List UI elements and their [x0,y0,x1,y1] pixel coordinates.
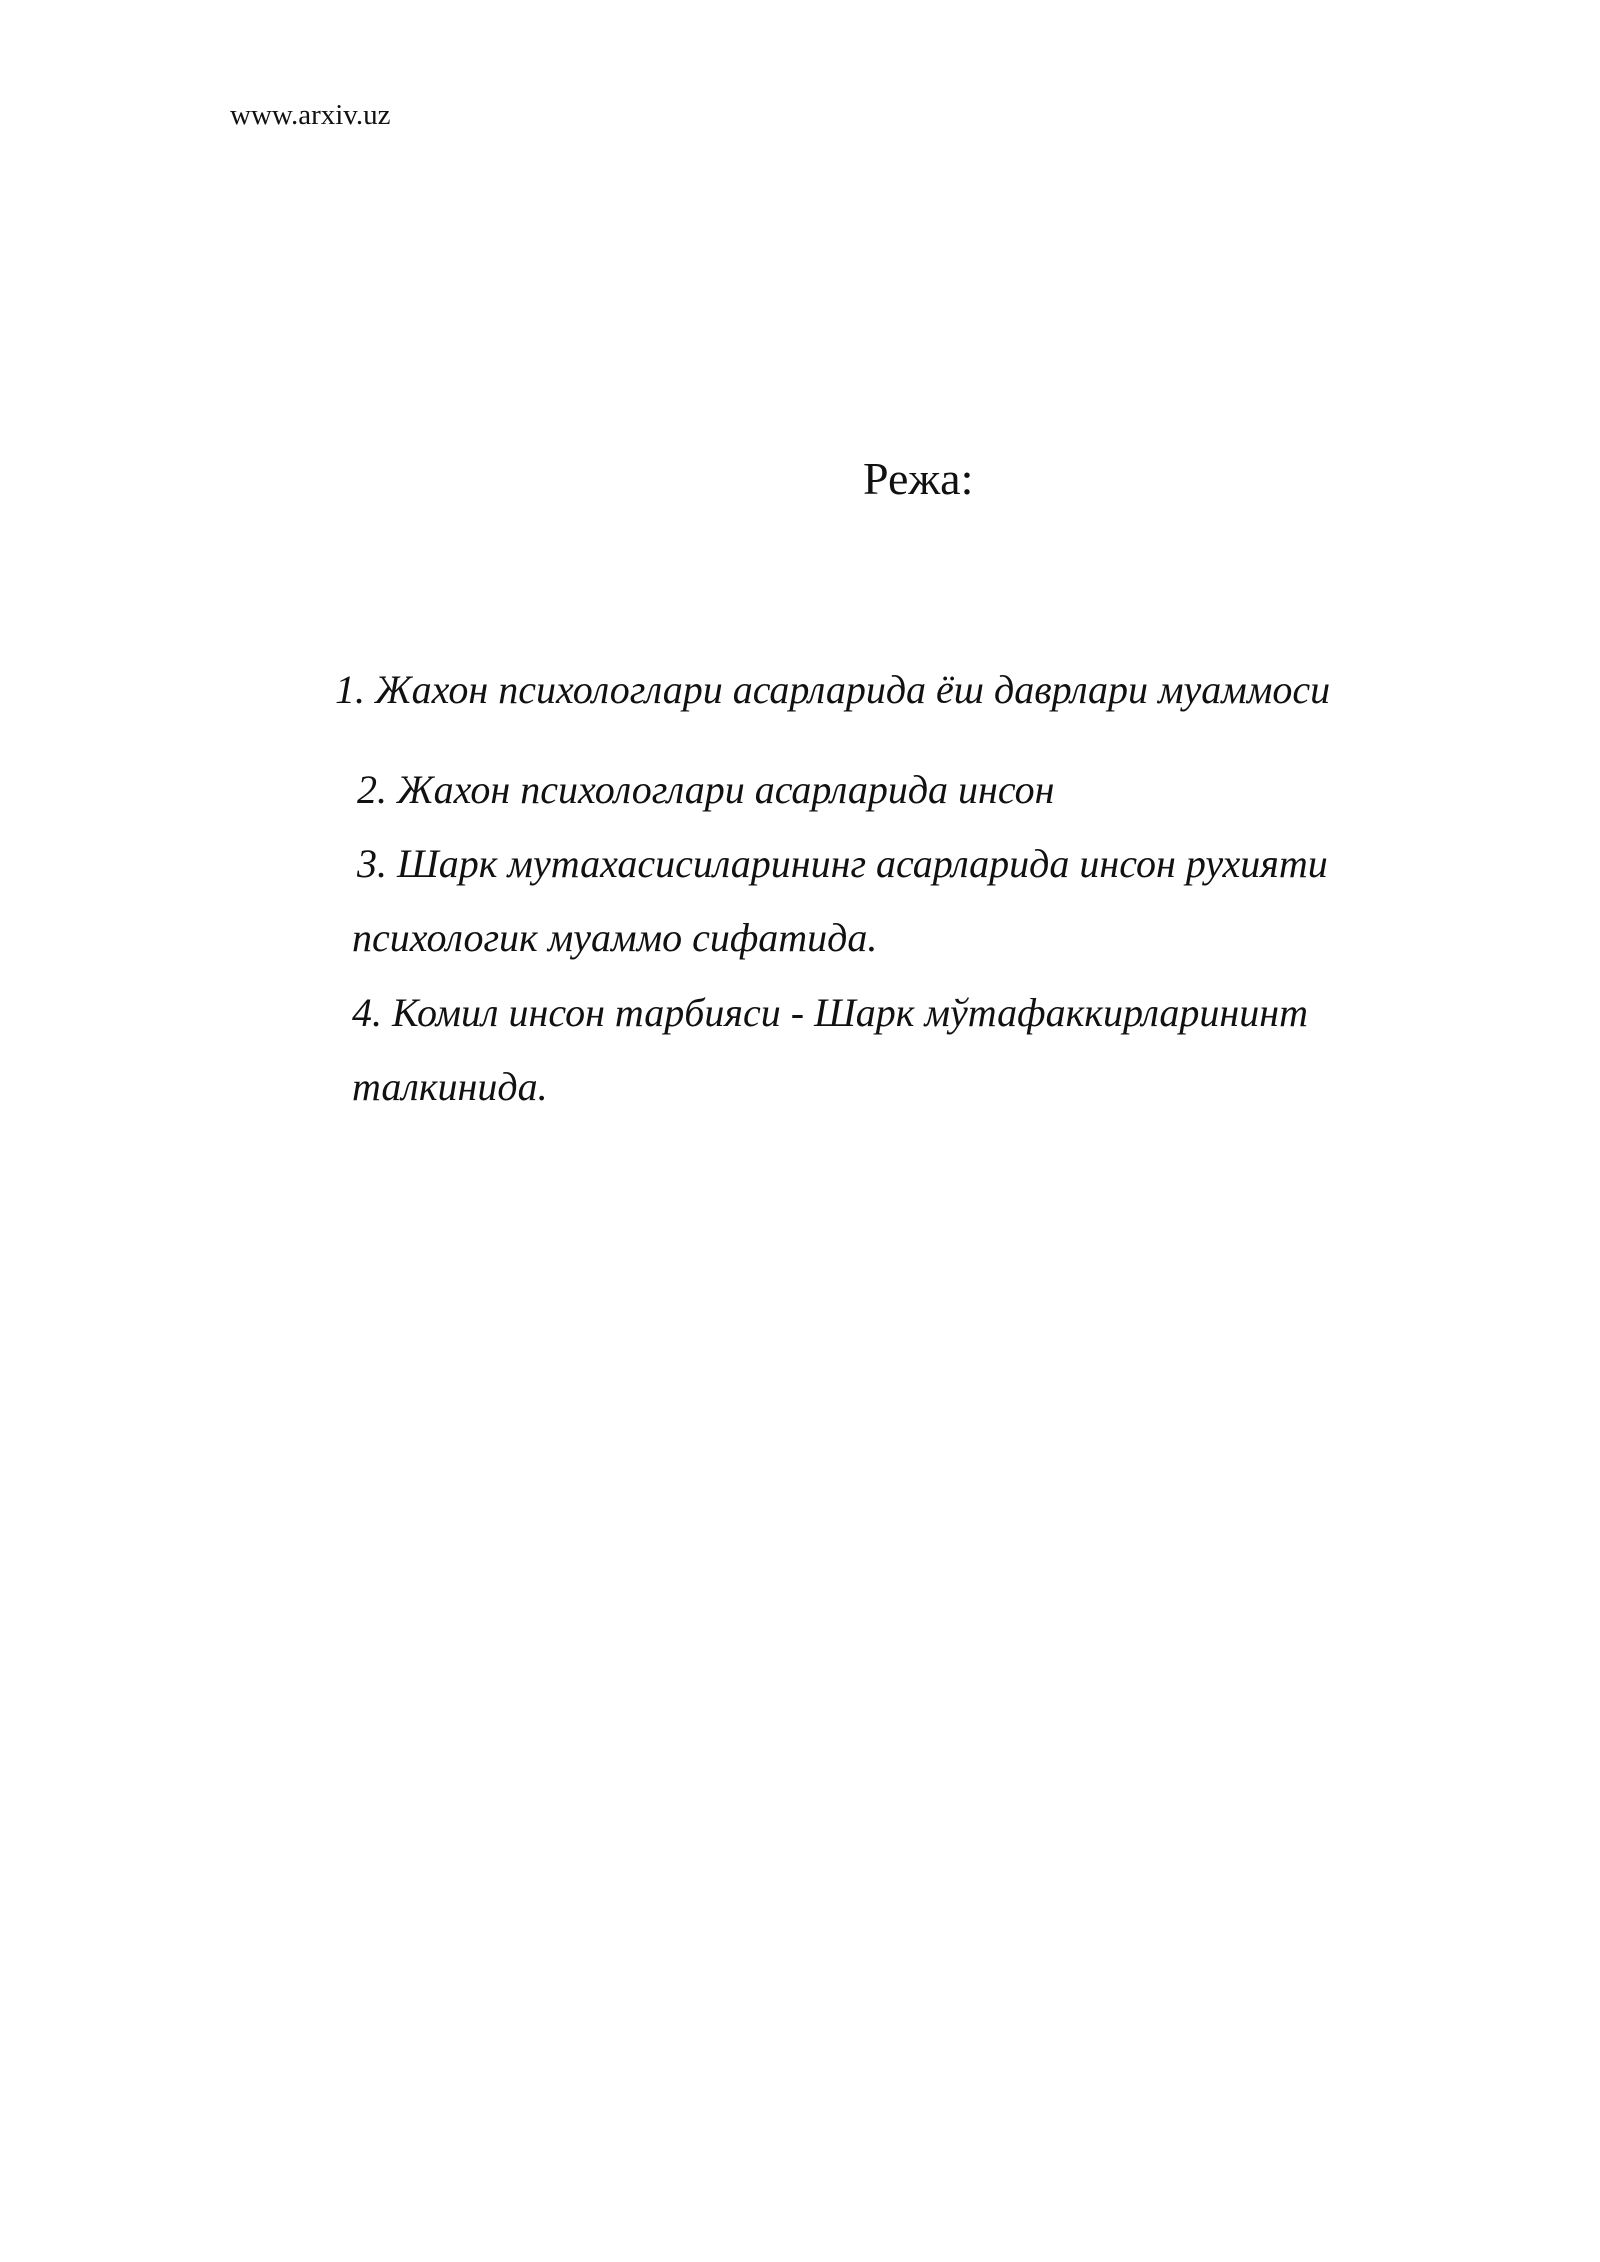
plan-title: Режа: [863,453,974,504]
plan-item-4-continued: талкинида. [352,1064,548,1109]
plan-item-4: 4. Комил инсон тарбияси - Шарк мўтафаккирларининт [352,990,1308,1035]
plan-item-2: 2. Жахон психологлари асарларида инсон [357,767,1055,812]
header-url: www.arxiv.uz [230,99,391,131]
plan-item-1: 1. Жахон психологлари асарларида ёш даврлари муаммоси [335,667,1331,712]
plan-item-3-continued: психологик муаммо сифатида. [352,915,878,960]
plan-item-3: 3. Шарк мутахасисиларининг асарларида инсон рухияти [357,841,1328,886]
